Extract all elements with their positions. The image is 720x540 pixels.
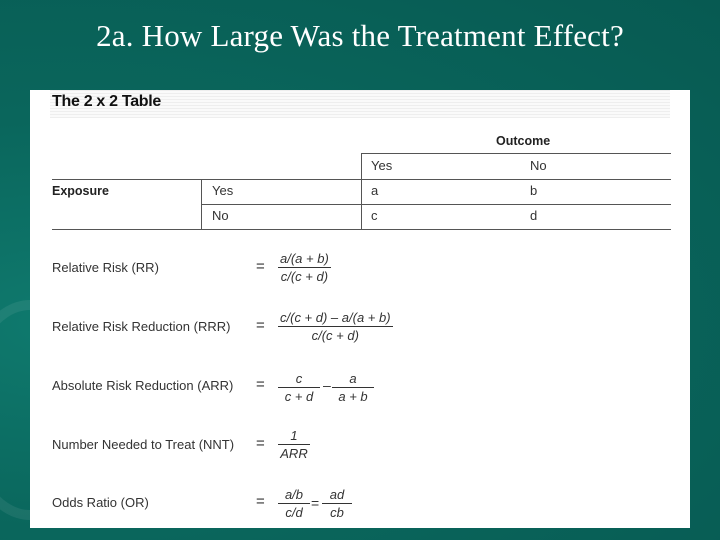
numerator: ad <box>322 486 352 504</box>
table-rule <box>361 153 671 154</box>
numerator: a/b <box>278 486 310 504</box>
fraction <box>278 309 393 344</box>
panel-heading: The 2 x 2 Table <box>52 93 162 110</box>
table-rule <box>52 229 671 230</box>
denominator: ARR <box>280 446 308 461</box>
numerator: a <box>332 370 374 388</box>
formula-label: Absolute Risk Reduction (ARR) <box>52 378 234 393</box>
fraction <box>278 370 320 405</box>
operator: – <box>323 377 331 393</box>
operator: = <box>311 495 320 511</box>
outcome-yes-header: Yes <box>371 158 393 173</box>
fraction <box>278 427 310 462</box>
formula-label: Odds Ratio (OR) <box>52 495 149 510</box>
table-divider <box>361 153 362 229</box>
exposure-yes-label: Yes <box>212 183 234 198</box>
denominator: cb <box>330 505 344 520</box>
table-divider <box>201 179 202 229</box>
equals-sign: = <box>256 258 265 275</box>
formula-label: Number Needed to Treat (NNT) <box>52 437 235 452</box>
cell-a: a <box>371 183 379 198</box>
equals-sign: = <box>256 493 265 510</box>
denominator: c/d <box>285 505 303 520</box>
exposure-no-label: No <box>212 208 229 223</box>
table-rule <box>202 204 671 205</box>
denominator: c + d <box>284 389 314 404</box>
exposure-label: Exposure <box>52 184 109 198</box>
fraction <box>332 370 374 405</box>
fraction <box>322 486 352 521</box>
equals-sign: = <box>256 317 265 334</box>
formula-label: Relative Risk Reduction (RRR) <box>52 319 231 334</box>
numerator: c <box>278 370 320 388</box>
formula-label: Relative Risk (RR) <box>52 260 159 275</box>
outcome-no-header: No <box>530 158 547 173</box>
cell-c: c <box>371 208 378 223</box>
equals-sign: = <box>256 435 265 452</box>
equals-sign: = <box>256 376 265 393</box>
numerator: a/(a + b) <box>280 251 329 266</box>
numerator: c/(c + d) – a/(a + b) <box>280 310 391 325</box>
cell-b: b <box>530 183 538 198</box>
fraction <box>278 250 331 285</box>
denominator: c/(c + d) <box>280 269 329 284</box>
cell-d: d <box>530 208 538 223</box>
panel-heading-bar <box>50 90 670 118</box>
content-panel <box>30 90 690 528</box>
denominator: a + b <box>338 389 368 404</box>
denominator: c/(c + d) <box>311 328 359 343</box>
outcome-label: Outcome <box>496 134 551 148</box>
fraction <box>278 486 310 521</box>
numerator: 1 <box>278 427 310 445</box>
slide-title: 2a. How Large Was the Treatment Effect? <box>96 18 624 53</box>
